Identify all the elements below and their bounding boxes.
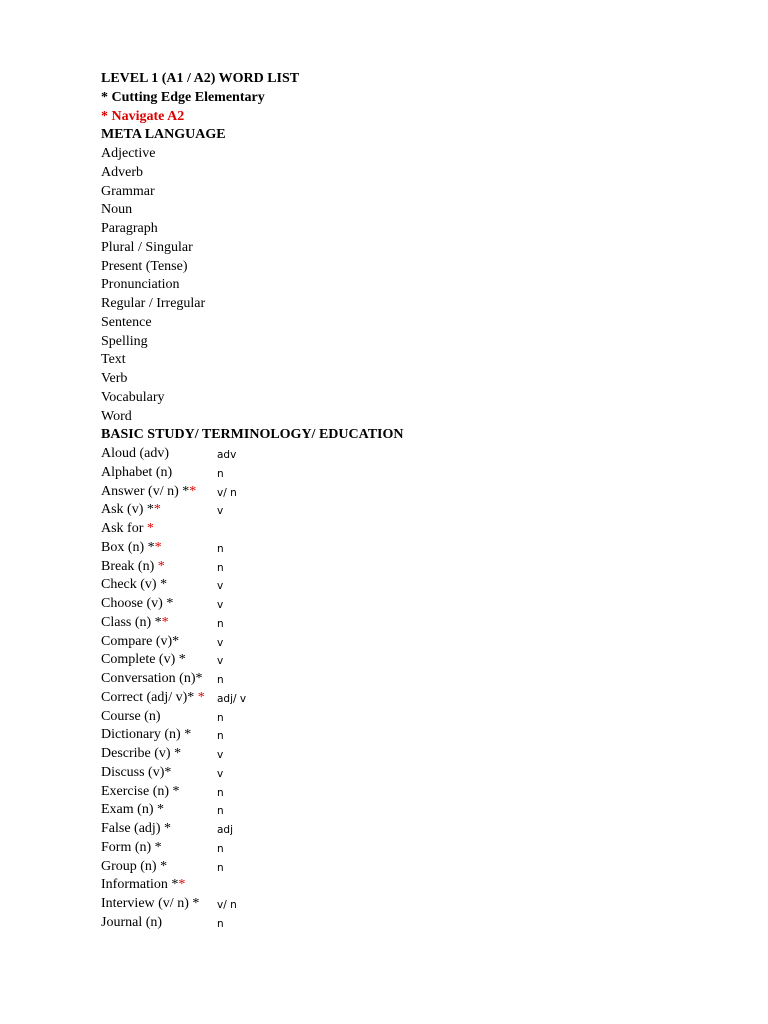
cutting-edge-star: * [160, 858, 168, 874]
part-of-speech: n [217, 561, 224, 574]
part-of-speech: v [217, 505, 224, 518]
part-of-speech: v [217, 580, 224, 593]
word-term-text: Dictionary (n) [101, 727, 185, 743]
word-row [101, 839, 741, 858]
meta-language-item: Grammar [101, 183, 155, 199]
word-term [101, 633, 179, 652]
word-row [101, 783, 741, 802]
word-row [101, 820, 741, 839]
meta-language-item: Noun [101, 202, 133, 218]
navigate-star: * [197, 689, 205, 705]
word-term-text: Complete (v) [101, 652, 179, 668]
part-of-speech: n [217, 467, 224, 480]
word-row [101, 876, 741, 895]
word-term-text: Exam (n) [101, 802, 157, 818]
meta-language-item: Pronunciation [101, 277, 180, 293]
word-term [101, 539, 162, 558]
cutting-edge-star: * [178, 652, 186, 668]
navigate-star: * [189, 483, 197, 499]
word-row [101, 483, 741, 502]
word-term [101, 708, 161, 727]
word-term-text: Journal (n) [101, 914, 163, 930]
cutting-edge-star: * [156, 802, 164, 818]
cutting-edge-star: * [164, 764, 172, 780]
meta-language-item: Regular / Irregular [101, 296, 206, 311]
meta-language-item: Adverb [101, 164, 143, 180]
meta-language-item: Paragraph [101, 221, 158, 236]
word-row [101, 708, 741, 727]
part-of-speech: n [217, 730, 224, 743]
part-of-speech: v [217, 655, 224, 668]
word-term [101, 576, 167, 595]
word-term-text: Alphabet (n) [101, 464, 173, 480]
cutting-edge-star: * [163, 821, 171, 836]
part-of-speech: n [217, 861, 224, 874]
cutting-edge-star: * [184, 727, 192, 743]
word-term [101, 558, 165, 577]
word-term [101, 614, 169, 633]
meta-language-item: Vocabulary [101, 389, 165, 405]
meta-language-item: Word [101, 408, 132, 424]
word-term [101, 914, 162, 933]
word-term [101, 651, 186, 670]
word-term-text: Box (n) [101, 539, 148, 555]
word-row [101, 745, 741, 764]
word-row [101, 858, 741, 877]
word-row [101, 501, 741, 520]
meta-language-item: Verb [101, 371, 128, 386]
part-of-speech: adj [217, 824, 234, 836]
word-term [101, 764, 171, 783]
word-row [101, 520, 741, 539]
cutting-edge-star: * [172, 783, 180, 799]
word-term [101, 464, 172, 483]
word-term [101, 858, 167, 877]
navigate-star: * [178, 877, 186, 893]
word-term-text: Discuss (v) [101, 764, 165, 780]
part-of-speech: n [217, 542, 224, 555]
word-term-text: Check (v) [101, 577, 161, 593]
word-row [101, 801, 741, 820]
cutting-edge-star: * [192, 896, 200, 911]
cutting-edge-star: * [146, 502, 154, 518]
word-term [101, 726, 191, 745]
word-term [101, 801, 164, 820]
navigate-star: * [161, 614, 169, 630]
navigate-star: * [153, 502, 161, 518]
part-of-speech: n [217, 786, 224, 799]
word-term [101, 445, 169, 464]
cutting-edge-star: * [172, 633, 180, 649]
word-row [101, 633, 741, 652]
part-of-speech: v/ n [217, 486, 237, 499]
word-term-text: Form (n) [101, 839, 155, 855]
part-of-speech: n [217, 805, 224, 818]
word-row [101, 764, 741, 783]
meta-language-item: Adjective [101, 146, 156, 161]
word-term [101, 895, 199, 914]
word-term [101, 501, 161, 520]
meta-language-list [101, 145, 741, 426]
word-term-text: Ask for [101, 521, 147, 536]
document-page [101, 70, 741, 933]
cutting-edge-star: * [174, 746, 182, 761]
word-term-text: Answer (v/ n) [101, 483, 183, 499]
part-of-speech: v [217, 599, 224, 611]
word-term-text: Group (n) [101, 858, 161, 874]
word-term [101, 783, 180, 802]
meta-language-item: Plural / Singular [101, 239, 193, 255]
word-term-text: Choose (v) [101, 596, 167, 611]
part-of-speech: v/ n [217, 899, 237, 911]
word-row [101, 576, 741, 595]
cutting-edge-star: * [166, 596, 174, 611]
word-row [101, 539, 741, 558]
word-term-text: Course (n) [101, 708, 161, 724]
cutting-edge-star: * [160, 577, 168, 593]
part-of-speech: v [217, 749, 224, 761]
meta-language-item: Spelling [101, 333, 148, 349]
word-term [101, 595, 173, 614]
word-row [101, 689, 741, 708]
word-term-text: Class (n) [101, 614, 155, 630]
basic-study-heading: BASIC STUDY/ TERMINOLOGY/ EDUCATION [101, 427, 404, 443]
part-of-speech: n [217, 617, 224, 630]
word-term-text: Ask (v) [101, 502, 147, 518]
word-term [101, 839, 162, 858]
word-row [101, 595, 741, 614]
word-term [101, 820, 171, 839]
part-of-speech: v [217, 767, 224, 780]
word-term-text: Aloud (adv) [101, 446, 170, 461]
cutting-edge-star: * [154, 839, 162, 855]
word-row [101, 445, 741, 464]
word-term-text: Break (n) [101, 558, 158, 574]
word-term [101, 520, 154, 539]
document-title: LEVEL 1 (A1 / A2) WORD LIST [101, 71, 300, 86]
word-row [101, 558, 741, 577]
cutting-edge-star: * [171, 877, 179, 893]
word-row [101, 914, 741, 933]
part-of-speech: n [217, 842, 224, 855]
word-row [101, 614, 741, 633]
source-navigate: * Navigate A2 [101, 108, 185, 124]
cutting-edge-star: * [147, 539, 155, 555]
part-of-speech: n [217, 917, 224, 930]
cutting-edge-star: * [195, 671, 203, 686]
cutting-edge-star: * [187, 689, 198, 705]
part-of-speech: adv [217, 449, 237, 461]
source-cutting-edge: * Cutting Edge Elementary [101, 89, 265, 105]
word-term-text: Compare (v) [101, 633, 173, 649]
word-term-text: Describe (v) [101, 746, 175, 761]
part-of-speech: adj/ v [217, 692, 247, 705]
word-row [101, 670, 741, 689]
basic-study-list [101, 445, 741, 933]
meta-language-heading: META LANGUAGE [101, 127, 226, 143]
word-term [101, 483, 196, 502]
word-term-text: Correct (adj/ v) [101, 689, 188, 705]
word-term [101, 876, 185, 895]
part-of-speech: n [217, 711, 224, 724]
word-term-text: Interview (v/ n) [101, 896, 193, 911]
part-of-speech: n [217, 674, 224, 686]
word-term [101, 670, 202, 689]
word-row [101, 895, 741, 914]
word-term-text: Conversation (n) [101, 671, 196, 686]
cutting-edge-star: * [182, 483, 190, 499]
word-term-text: Information [101, 877, 172, 893]
word-row [101, 651, 741, 670]
cutting-edge-star: * [154, 614, 162, 630]
navigate-star: * [157, 558, 165, 574]
navigate-star: * [146, 521, 154, 536]
meta-language-item: Text [101, 352, 126, 368]
word-term [101, 745, 181, 764]
meta-language-item: Sentence [101, 314, 152, 330]
word-row [101, 726, 741, 745]
word-term [101, 689, 205, 708]
word-term-text: Exercise (n) [101, 783, 173, 799]
part-of-speech: v [217, 636, 224, 649]
navigate-star: * [154, 539, 162, 555]
word-term-text: False (adj) [101, 821, 164, 836]
meta-language-item: Present (Tense) [101, 258, 188, 274]
word-row [101, 464, 741, 483]
